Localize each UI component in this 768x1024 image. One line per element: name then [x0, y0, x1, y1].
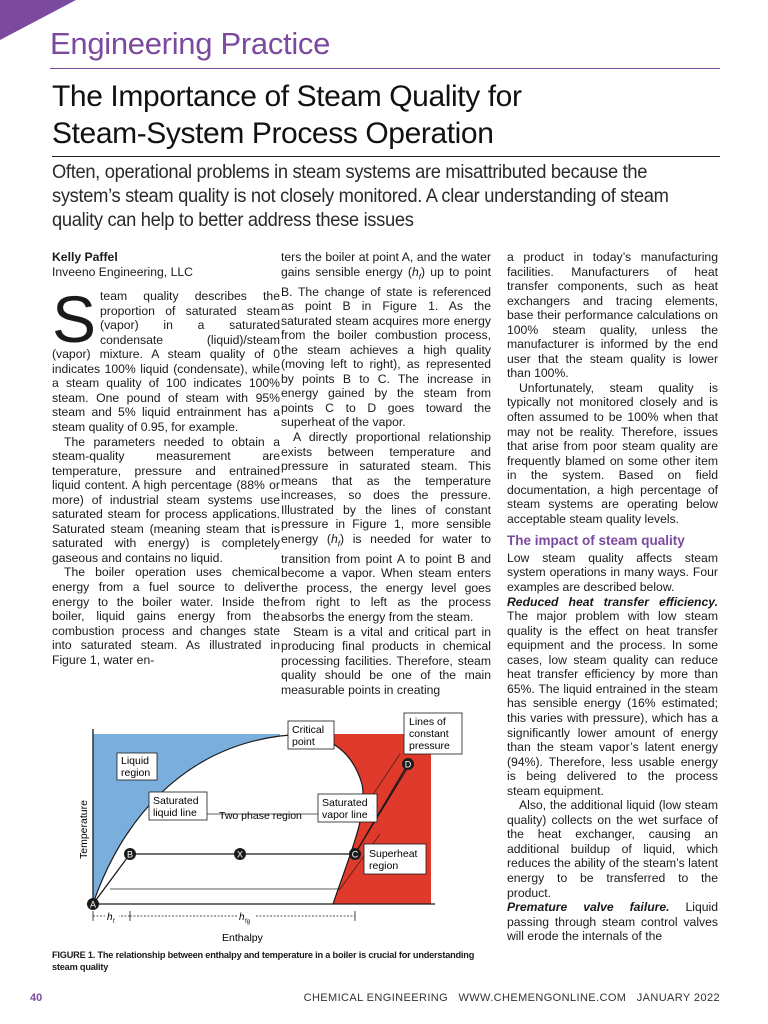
label-line: Critical: [292, 724, 325, 736]
point-b-label: B: [126, 849, 134, 860]
label-line: region: [121, 767, 151, 779]
runin-heading: Premature valve failure.: [507, 900, 670, 915]
point-x-label: X: [236, 849, 244, 860]
runin-heading: Reduced heat transfer efficiency.: [507, 594, 718, 609]
hfg-label: [237, 910, 255, 925]
publication-line: CHEMICAL ENGINEERING WWW.CHEMENGONLINE.COM JANUARY 2022: [303, 992, 720, 1004]
label-line: Saturated: [322, 797, 368, 809]
hf-letter: h: [330, 531, 338, 546]
label-superheat-region: [364, 844, 426, 874]
paragraph: [507, 900, 718, 944]
enthalpy-temperature-diagram: [50, 704, 496, 951]
caption-text: The relationship between enthalpy and temperature in a boiler is crucial for understanding steam quality: [52, 950, 475, 972]
paragraph-text: ) is needed for water to transition from point A to point B and become a vapor. When steam enters the process, the energy level goes from right to left as the process absorbs the energy from the steam.: [281, 531, 491, 624]
label-line: Saturated: [153, 795, 199, 807]
paragraph: Low steam quality affects steam system operations in many ways. Four examples are described below.: [507, 550, 718, 595]
point-a-label: A: [89, 899, 97, 910]
hf-subscript: f: [418, 271, 421, 281]
column-1: [52, 250, 280, 667]
y-axis-label: Temperature: [78, 800, 90, 859]
paragraph-text: A directly proportional relationship exists between temperature and pressure in saturated steam. This means that as the temperature increases, so does the pressure. Illustrated by the lines of constant pressure in Figure 1, more sensible energy (: [281, 430, 491, 546]
label-line: Superheat: [369, 848, 418, 860]
label-line: Lines of: [409, 716, 446, 728]
page-footer: [0, 992, 768, 1008]
paragraph-text: Liquid passing through steam control valves will erode the internals of the: [507, 900, 718, 944]
section-rule: [50, 68, 720, 69]
label-critical-point: [288, 721, 334, 749]
point-x: [234, 848, 246, 860]
column-2: [281, 250, 491, 697]
hf-symbol: [412, 265, 421, 279]
label-line: vapor line: [322, 809, 368, 821]
hf-label: [105, 910, 119, 925]
label-lines-constant-pressure: [404, 713, 462, 754]
article-headline: [52, 78, 712, 152]
paragraph: [52, 282, 280, 435]
paragraph: Also, the additional liquid (low steam quality) collects on the wet surface of the heat exchanger, causing an additional buildup of liquid, which reduces the ability of the steam’s latent energy to be transferred to the product.: [507, 798, 718, 900]
paragraph: [507, 595, 718, 799]
label-line: region: [369, 860, 399, 872]
headline-line-2: Steam-System Process Operation: [52, 117, 494, 150]
hf-subscript: f: [337, 539, 340, 549]
point-a: [87, 898, 99, 910]
point-d: [402, 758, 414, 770]
hf-subscript: f: [113, 919, 115, 925]
label-line: Liquid: [121, 755, 150, 767]
author-name: Kelly Paffel: [52, 250, 118, 264]
paragraph: The boiler operation uses chemical energy from a fuel source to deliver energy to the boiler water. Inside the boiler, liquid gains energy from the combustion process and changes state into saturated steam. As illustrated in Figure 1, water en-: [52, 565, 280, 667]
paragraph: Steam is a vital and critical part in producing final products in chemical processing facilities. Therefore, steam quality should be one of the main measurable points in creating: [281, 624, 491, 697]
hf-letter: h: [107, 912, 113, 923]
paragraph: [281, 250, 491, 430]
point-c: [349, 848, 361, 860]
label-line: pressure: [409, 740, 450, 752]
label-line: constant: [409, 728, 449, 740]
paragraph: Unfortunately, steam quality is typically not monitored closely and is often assumed to be 100% when that may not be reality. Therefore, issues that arise from poor steam quality are frequently blamed on some other item in the system. Based on field documentation, a high percentage of steam systems are operating below acceptable steam quality levels.: [507, 380, 718, 526]
page-number: 40: [30, 992, 43, 1004]
author-company: Inveeno Engineering, LLC: [52, 264, 193, 279]
section-title: Engineering Practice: [50, 26, 331, 61]
label-line: liquid line: [153, 807, 197, 819]
figure-caption: [52, 950, 492, 973]
hf-letter: h: [411, 264, 419, 279]
label-saturated-liquid-line: [149, 792, 207, 820]
label-saturated-vapor-line: [318, 794, 377, 822]
caption-label: FIGURE 1.: [52, 950, 96, 960]
x-axis-label: Enthalpy: [222, 932, 263, 944]
point-d-label: D: [404, 759, 412, 770]
paragraph-text: ) up to point B. The change of state is referenced as point B in Figure 1. As the saturated steam acquires more energy from the boiler combustion process, the steam achieves a high quality (moving left to right), as represented by points B to C. The increase in energy gained by the steam from points C to D goes toward the superheat of the vapor.: [281, 264, 491, 430]
paragraph: The parameters needed to obtain a steam-quality measurement are temperature, pressure and entrained liquid content. A high percentage (88% or more) of industrial steam systems use saturated steam for process applications. Saturated steam (meaning steam that is saturated with energy) is completely gaseous and contains no liquid.: [52, 434, 280, 565]
paragraph-text: team quality describes the proportion of saturated steam (vapor) in a saturated condensate (liquid)/steam (vapor) mixture. A steam quality of 0 indicates 100% liquid (condensate), while a steam quality of 100 indicates 100% steam. One pound of steam with 95% steam and 5% liquid entrainment has a steam quality of 0.95, for example.: [52, 289, 280, 435]
paragraph: a product in today’s manufacturing facilities. Manufacturers of heat transfer components, such as heat exchangers and tracing elements, base their performance calculations on 100% steam quality, unless the manufacturer is informed by the end user that the steam quality is lower than 100%.: [507, 250, 718, 381]
article-deck: Often, operational problems in steam systems are misattributed because the system’s steam quality is not closely monitored. A clear understanding of steam quality can help to better address these issues: [52, 161, 669, 231]
drop-cap: S: [52, 282, 97, 357]
paragraph: [281, 430, 491, 625]
point-b: [124, 848, 136, 860]
subhead-impact: The impact of steam quality: [507, 533, 685, 549]
figure-1: [50, 704, 496, 951]
column-3: [507, 250, 718, 944]
label-two-phase-region: Two phase region: [219, 810, 302, 822]
hf-symbol: [330, 531, 340, 549]
point-c-label: C: [351, 849, 359, 860]
label-liquid-region: [117, 753, 157, 780]
hfg-letter: h: [239, 912, 245, 923]
hfg-subscript: fg: [245, 919, 251, 925]
label-line: point: [292, 736, 315, 748]
headline-line-1: The Importance of Steam Quality for: [52, 80, 522, 113]
paragraph-text: The major problem with low steam quality is the effect on heat transfer equipment and the process. In some cases, low steam quality can reduce heat transfer efficiency by more than 65%. The liquid entrained in the steam has sensible energy (16% estimated; this varies with pressure), which has a significantly lower amount of energy than the steam vapor’s latent energy (94%). Therefore, less usable energy is being delivered to the process steam equipment.: [507, 609, 718, 798]
paragraph-text: ters the boiler at point A, and the water gains sensible energy (: [281, 250, 491, 279]
headline-rule: [52, 156, 720, 157]
